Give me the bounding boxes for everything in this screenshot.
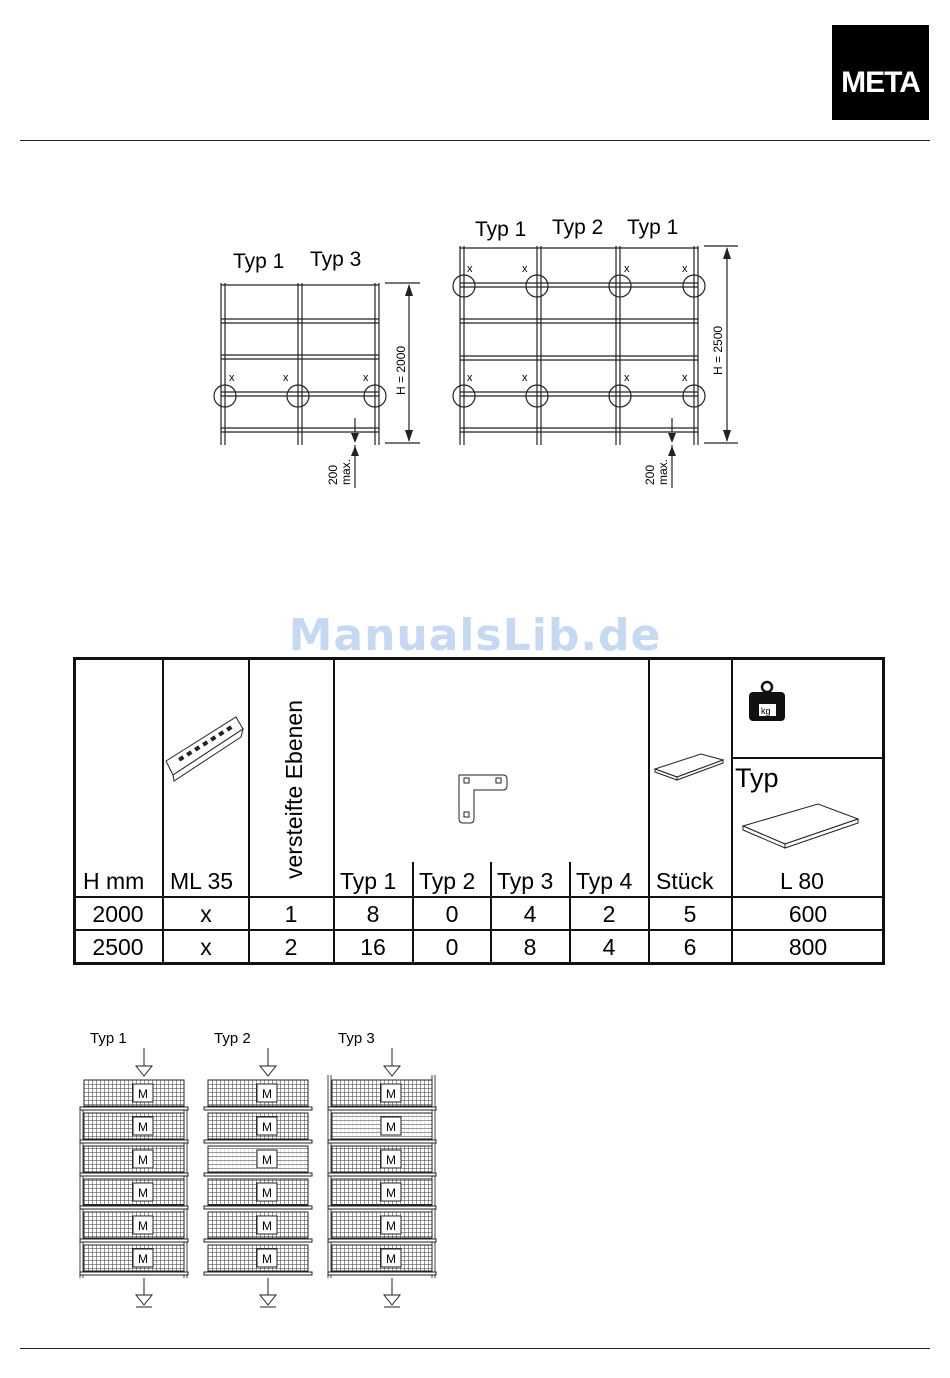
left-mark-3: x bbox=[363, 372, 369, 384]
right-mark-2: x bbox=[522, 263, 528, 275]
load-arrow-bottom bbox=[384, 1278, 400, 1307]
shelf-type-label: Typ 2 bbox=[214, 1030, 251, 1047]
header-typ: Typ bbox=[735, 763, 779, 793]
table-cell: 1 bbox=[284, 901, 298, 927]
weight-icon-text: kg bbox=[761, 706, 771, 716]
right-mark-4: x bbox=[682, 263, 688, 275]
load-arrow-bottom bbox=[136, 1278, 152, 1307]
table-cell: 2 bbox=[602, 901, 616, 927]
shelving-frame-diagrams bbox=[0, 0, 950, 520]
right-label-1: Typ 1 bbox=[475, 218, 527, 241]
right-max-label-b: max. bbox=[656, 458, 670, 485]
watermark: ManualsLib.de bbox=[288, 610, 662, 661]
header-typ4: Typ 4 bbox=[576, 868, 633, 894]
marker-text: M bbox=[386, 1186, 396, 1200]
load-arrow-top bbox=[260, 1048, 276, 1076]
marker-text: M bbox=[262, 1219, 272, 1233]
right-height-label: H = 2500 bbox=[711, 325, 725, 375]
shelf-type-diagrams bbox=[0, 1020, 950, 1350]
marker-text: M bbox=[138, 1087, 148, 1101]
shelf-beam bbox=[204, 1239, 312, 1242]
shelf-beam bbox=[80, 1272, 188, 1275]
table-cell: 0 bbox=[445, 901, 459, 927]
left-max-label-a: 200 bbox=[326, 464, 340, 485]
shelf-type-label: Typ 1 bbox=[90, 1030, 127, 1047]
table-cell: 5 bbox=[683, 901, 697, 927]
right-mark-7: x bbox=[624, 372, 630, 384]
header-l80: L 80 bbox=[780, 868, 824, 894]
table-cell: 6 bbox=[683, 934, 697, 960]
header-stueck: Stück bbox=[656, 868, 714, 894]
marker-text: M bbox=[262, 1120, 272, 1134]
weight-icon bbox=[749, 682, 785, 721]
shelf-beam bbox=[80, 1173, 188, 1176]
table-cell: 600 bbox=[788, 901, 828, 927]
left-max-label-b: max. bbox=[339, 458, 353, 485]
shelf-beam bbox=[328, 1272, 436, 1275]
marker-text: M bbox=[386, 1120, 396, 1134]
shelf-beam bbox=[80, 1239, 188, 1242]
right-mark-8: x bbox=[682, 372, 688, 384]
table-cell: 8 bbox=[366, 901, 380, 927]
marker-text: M bbox=[386, 1087, 396, 1101]
load-arrow-top bbox=[136, 1048, 152, 1076]
marker-text: M bbox=[138, 1219, 148, 1233]
shelf-type-3-diagram bbox=[328, 1030, 436, 1307]
logo-text: META bbox=[841, 66, 920, 99]
table-cell: 800 bbox=[788, 934, 828, 960]
marker-text: M bbox=[386, 1219, 396, 1233]
header-typ3: Typ 3 bbox=[497, 868, 554, 894]
right-label-3: Typ 1 bbox=[627, 216, 679, 239]
table-cell: x bbox=[200, 901, 212, 927]
right-mark-5: x bbox=[467, 372, 473, 384]
parts-table bbox=[73, 657, 886, 967]
header-typ1: Typ 1 bbox=[340, 868, 397, 894]
shelf-beam bbox=[328, 1239, 436, 1242]
left-height-label: H = 2000 bbox=[394, 345, 408, 395]
table-cell: 4 bbox=[602, 934, 616, 960]
table-cell: 8 bbox=[523, 934, 537, 960]
left-label-typ1: Typ 1 bbox=[233, 250, 285, 273]
marker-text: M bbox=[262, 1153, 272, 1167]
shelf-beam bbox=[204, 1140, 312, 1143]
table-cell: 16 bbox=[360, 934, 386, 960]
header-h-mm: H mm bbox=[83, 868, 145, 894]
load-arrow-bottom bbox=[260, 1278, 276, 1307]
shelf-type-label: Typ 3 bbox=[338, 1030, 375, 1047]
left-label-typ3: Typ 3 bbox=[310, 248, 362, 271]
table-cell: 2000 bbox=[92, 901, 144, 927]
shelf-beam bbox=[328, 1173, 436, 1176]
right-max-label-a: 200 bbox=[643, 464, 657, 485]
shelf-beam bbox=[80, 1107, 188, 1110]
marker-text: M bbox=[386, 1252, 396, 1266]
marker-text: M bbox=[386, 1153, 396, 1167]
marker-text: M bbox=[138, 1186, 148, 1200]
shelf-beam bbox=[204, 1173, 312, 1176]
right-frame-diagram bbox=[453, 216, 738, 488]
shelf-beam bbox=[328, 1206, 436, 1209]
marker-text: M bbox=[262, 1186, 272, 1200]
header-typ2: Typ 2 bbox=[419, 868, 476, 894]
corner-plate-icon bbox=[459, 775, 507, 823]
rail-icon bbox=[166, 717, 243, 781]
shelf-type-1-diagram bbox=[80, 1030, 188, 1307]
marker-text: M bbox=[262, 1087, 272, 1101]
marker-text: M bbox=[138, 1252, 148, 1266]
load-arrow-top bbox=[384, 1048, 400, 1076]
marker-text: M bbox=[138, 1120, 148, 1134]
shelf-board-icon bbox=[743, 804, 858, 848]
right-mark-6: x bbox=[522, 372, 528, 384]
right-label-2: Typ 2 bbox=[552, 216, 604, 239]
marker-text: M bbox=[262, 1252, 272, 1266]
left-frame-diagram bbox=[214, 248, 420, 488]
table-cell: x bbox=[200, 934, 212, 960]
shelf-beam bbox=[204, 1107, 312, 1110]
shelf-beam bbox=[80, 1140, 188, 1143]
table-cell: 2 bbox=[284, 934, 298, 960]
shelf-beam bbox=[204, 1272, 312, 1275]
right-mark-1: x bbox=[467, 263, 473, 275]
shelf-beam bbox=[328, 1140, 436, 1143]
table-cell: 2500 bbox=[92, 934, 144, 960]
left-mark-2: x bbox=[283, 372, 289, 384]
shelf-type-2-diagram bbox=[204, 1030, 312, 1307]
marker-text: M bbox=[138, 1153, 148, 1167]
shelf-beam bbox=[328, 1107, 436, 1110]
left-mark-1: x bbox=[229, 372, 235, 384]
table-cell: 4 bbox=[523, 901, 537, 927]
panel-icon bbox=[655, 754, 723, 780]
header-ml35: ML 35 bbox=[170, 868, 234, 894]
shelf-beam bbox=[80, 1206, 188, 1209]
shelf-beam bbox=[204, 1206, 312, 1209]
right-mark-3: x bbox=[624, 263, 630, 275]
header-versteifte: versteifte Ebenen bbox=[281, 699, 307, 879]
table-cell: 0 bbox=[445, 934, 459, 960]
